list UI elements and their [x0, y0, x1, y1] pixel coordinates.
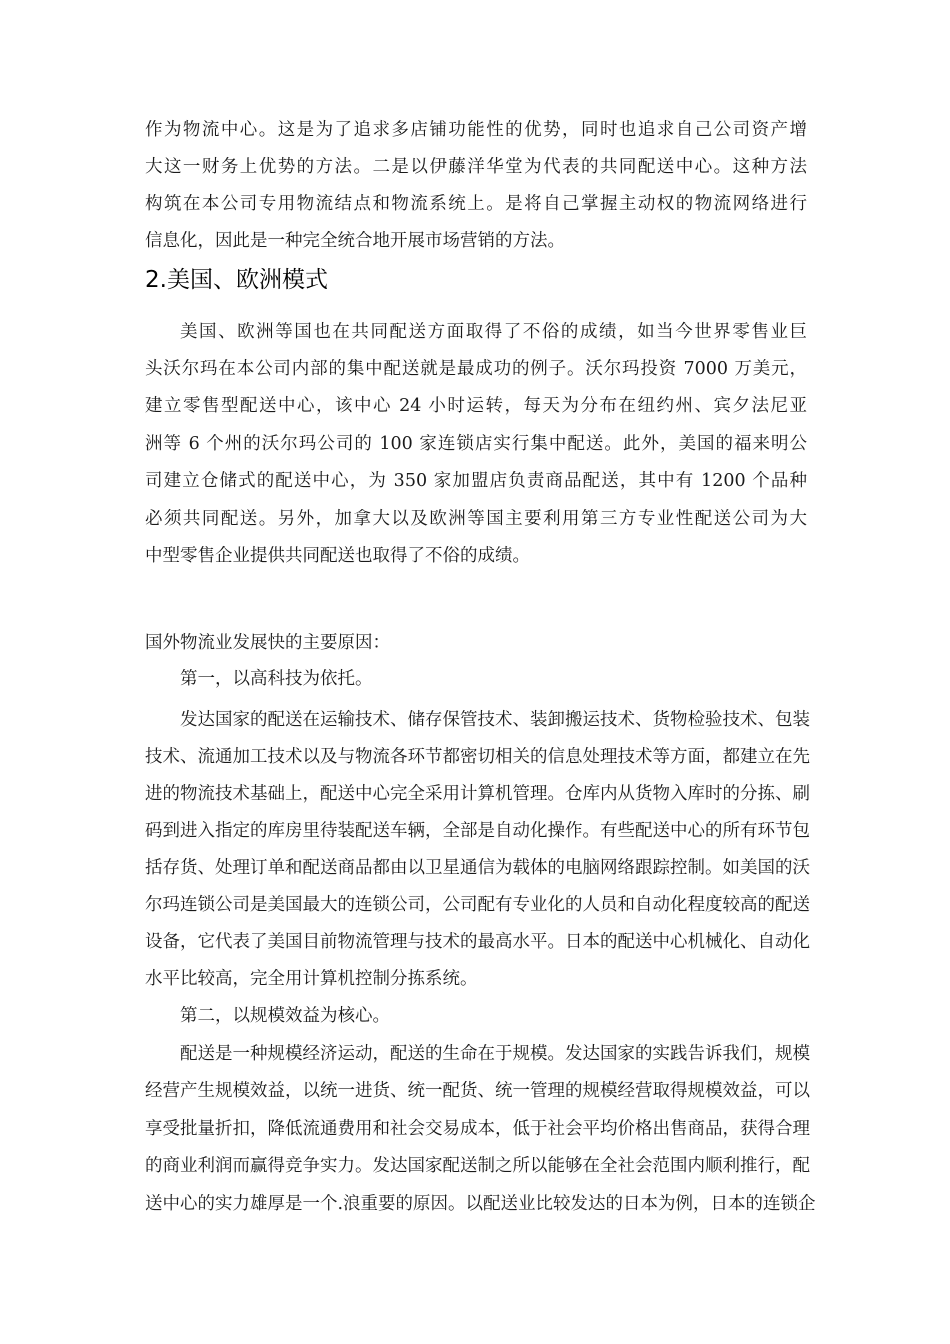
section-heading: 2.美国、欧洲模式 — [145, 267, 328, 293]
first-point-heading: 第一，以高科技为依托。 — [180, 669, 373, 689]
text-line: 大这一财务上优势的方法。二是以伊藤洋华堂为代表的共同配送中心。这种方法 — [145, 157, 807, 177]
text-line: 水平比较高，完全用计算机控制分拣系统。 — [145, 969, 478, 989]
text-line: 括存货、处理订单和配送商品都由以卫星通信为载体的电脑网络跟踪控制。如美国的沃 — [145, 858, 810, 878]
text-line: 的商业利润而赢得竞争实力。发达国家配送制之所以能够在全社会范围内顺利推行，配 — [145, 1156, 810, 1176]
text-line: 送中心的实力雄厚是一个.浪重要的原因。以配送业比较发达的日本为例，日本的连锁企 — [145, 1194, 816, 1214]
text-line: 经营产生规模效益，以统一进货、统一配货、统一管理的规模经营取得规模效益，可以 — [145, 1081, 810, 1101]
text-line: 尔玛连锁公司是美国最大的连锁公司，公司配有专业化的人员和自动化程度较高的配送 — [145, 895, 810, 915]
text-line: 头沃尔玛在本公司内部的集中配送就是最成功的例子。沃尔玛投资 7000 万美元， — [145, 359, 807, 379]
text-line: 构筑在本公司专用物流结点和物流系统上。是将自己掌握主动权的物流网络进行 — [145, 194, 807, 214]
second-point-heading: 第二，以规模效益为核心。 — [180, 1006, 390, 1026]
text-line: 洲等 6 个州的沃尔玛公司的 100 家连锁店实行集中配送。此外，美国的福来明公 — [145, 434, 807, 454]
reasons-title: 国外物流业发展快的主要原因： — [145, 633, 390, 653]
text-line: 配送是一种规模经济运动，配送的生命在于规模。发达国家的实践告诉我们，规模 — [180, 1044, 810, 1064]
text-line: 美国、欧洲等国也在共同配送方面取得了不俗的成绩，如当今世界零售业巨 — [180, 322, 807, 342]
text-line: 技术、流通加工技术以及与物流各环节都密切相关的信息处理技术等方面，都建立在先 — [145, 747, 810, 767]
text-line: 设备，它代表了美国目前物流管理与技术的最高水平。日本的配送中心机械化、自动化 — [145, 932, 810, 952]
text-line: 建立零售型配送中心，该中心 24 小时运转，每天为分布在纽约州、宾夕法尼亚 — [145, 396, 807, 416]
text-line: 作为物流中心。这是为了追求多店铺功能性的优势，同时也追求自己公司资产增 — [145, 120, 807, 140]
text-line: 信息化，因此是一种完全统合地开展市场营销的方法。 — [145, 231, 565, 251]
text-line: 中型零售企业提供共同配送也取得了不俗的成绩。 — [145, 546, 530, 566]
text-line: 发达国家的配送在运输技术、储存保管技术、装卸搬运技术、货物检验技术、包装 — [180, 710, 810, 730]
text-line: 司建立仓储式的配送中心，为 350 家加盟店负责商品配送，其中有 1200 个品种 — [145, 471, 807, 491]
text-line: 享受批量折扣，降低流通费用和社会交易成本，低于社会平均价格出售商品，获得合理 — [145, 1119, 810, 1139]
text-line: 码到进入指定的库房里待装配送车辆，全部是自动化操作。有些配送中心的所有环节包 — [145, 821, 810, 841]
text-line: 必须共同配送。另外，加拿大以及欧洲等国主要利用第三方专业性配送公司为大 — [145, 509, 807, 529]
text-line: 进的物流技术基础上，配送中心完全采用计算机管理。仓库内从货物入库时的分拣、刷 — [145, 784, 810, 804]
